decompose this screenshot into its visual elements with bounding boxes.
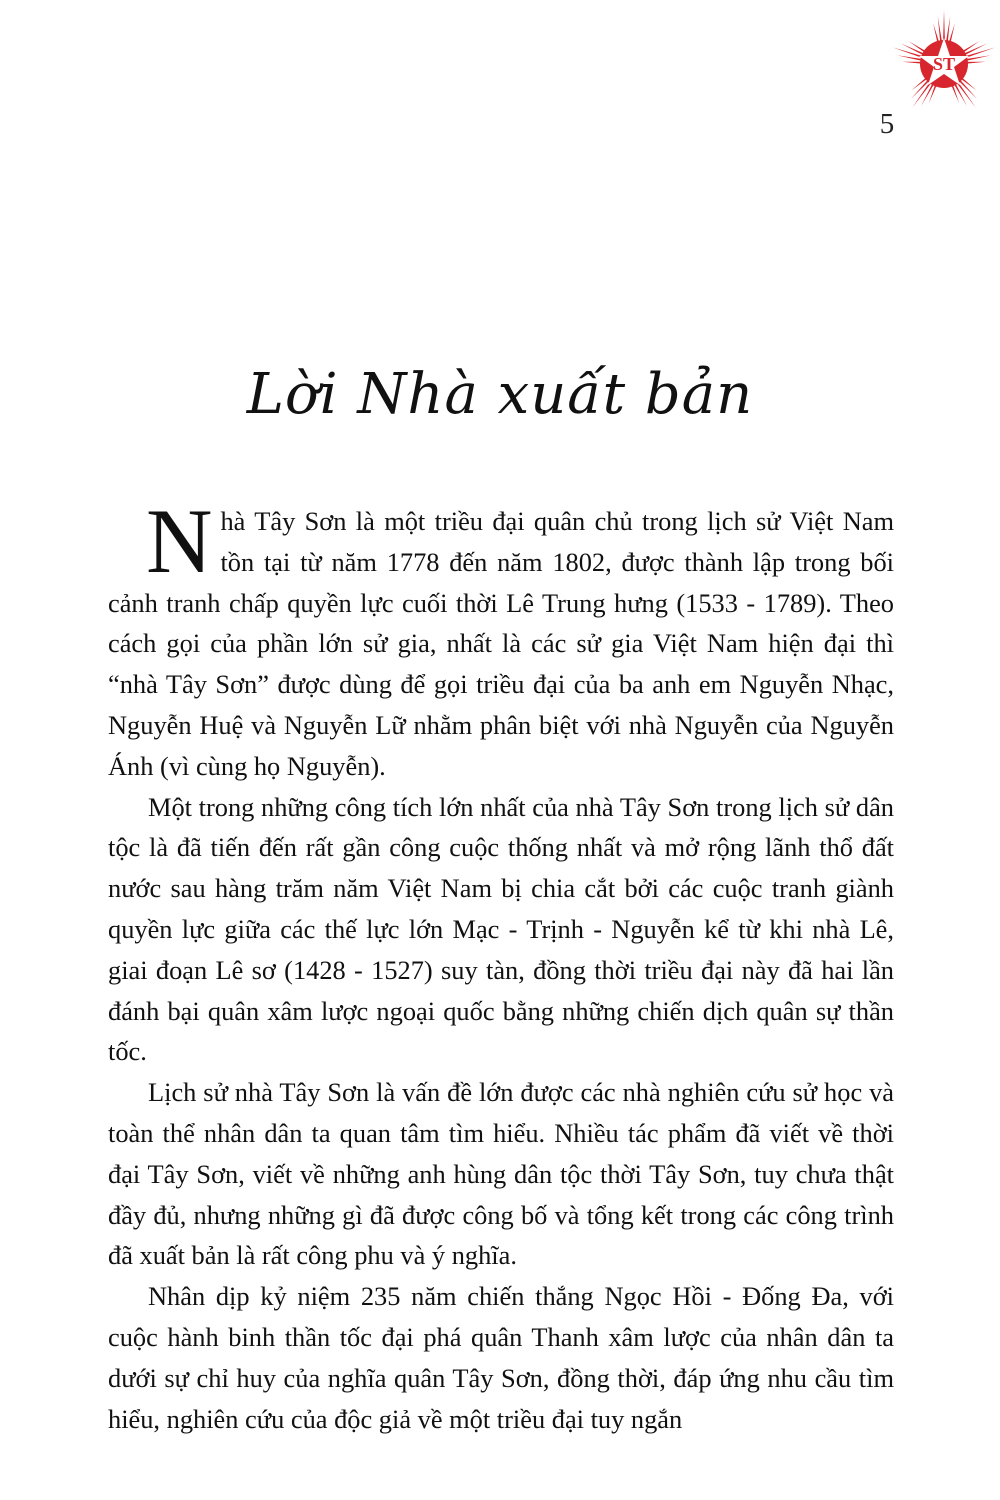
page-title: Lời Nhà xuất bản <box>246 362 754 427</box>
paragraph-2: Một trong những công tích lớn nhất của nhà Tây Sơn trong lịch sử dân tộc là đã tiến đến rất gần công cuộc thống nhất và mở rộng lãnh thổ đất nước sau hàng trăm năm Việt Nam bị chia cắt bởi các cuộc tranh giành quyền lực giữa các thế lực lớn Mạc - Trịnh - Nguyễn kể từ khi nhà Lê, giai đoạn Lê sơ (1428 - 1527) suy tàn, đồng thời triều đại này đã hai lần đánh bại quân xâm lược ngoại quốc bằng những chiến dịch quân sự thần tốc. <box>108 791 894 1067</box>
logo-initials: ST <box>932 54 956 74</box>
page-number: 5 <box>879 108 895 140</box>
paragraph-4: Nhân dịp kỷ niệm 235 năm chiến thắng Ngọc Hồi - Đống Đa, với cuộc hành binh thần tốc đại phá quân Thanh xâm lược của nhân dân ta dưới sự chỉ huy của nghĩa quân Tây Sơn, đồng thời, đáp ứng nhu cầu tìm hiểu, nghiên cứu của độc giả về một triều đại tuy ngắn <box>108 1281 894 1434</box>
drop-cap: N <box>146 490 213 592</box>
publisher-logo-icon <box>888 8 1000 120</box>
body-text <box>108 490 894 1439</box>
logo-ray <box>955 80 976 108</box>
paragraph-3: Lịch sử nhà Tây Sơn là vấn đề lớn được các nhà nghiên cứu sử học và toàn thể nhân dân ta quan tâm tìm hiểu. Nhiều tác phẩm đã viết về thời đại Tây Sơn, viết về những anh hùng dân tộc thời Tây Sơn, tuy chưa thật đầy đủ, nhưng những gì đã được công bố và tổng kết trong các công trình đã xuất bản là rất công phu và ý nghĩa. <box>108 1077 894 1271</box>
paragraph-1 <box>108 490 894 787</box>
logo-ray <box>912 80 933 108</box>
paragraph-1-text: hà Tây Sơn là một triều đại quân chủ trong lịch sử Việt Nam tồn tại từ năm 1778 đến năm 1802, được thành lập trong bối cảnh tranh chấp quyền lực cuối thời Lê Trung hưng (1533 - 1789). Theo cách gọi của phần lớn sử gia, nhất là các sử gia Việt Nam hiện đại thì “nhà Tây Sơn” được dùng để gọi triều đại của ba anh em Nguyễn Nhạc, Nguyễn Huệ và Nguyễn Lữ nhằm phân biệt với nhà Nguyễn của Nguyễn Ánh (vì cùng họ Nguyễn). <box>108 506 894 781</box>
